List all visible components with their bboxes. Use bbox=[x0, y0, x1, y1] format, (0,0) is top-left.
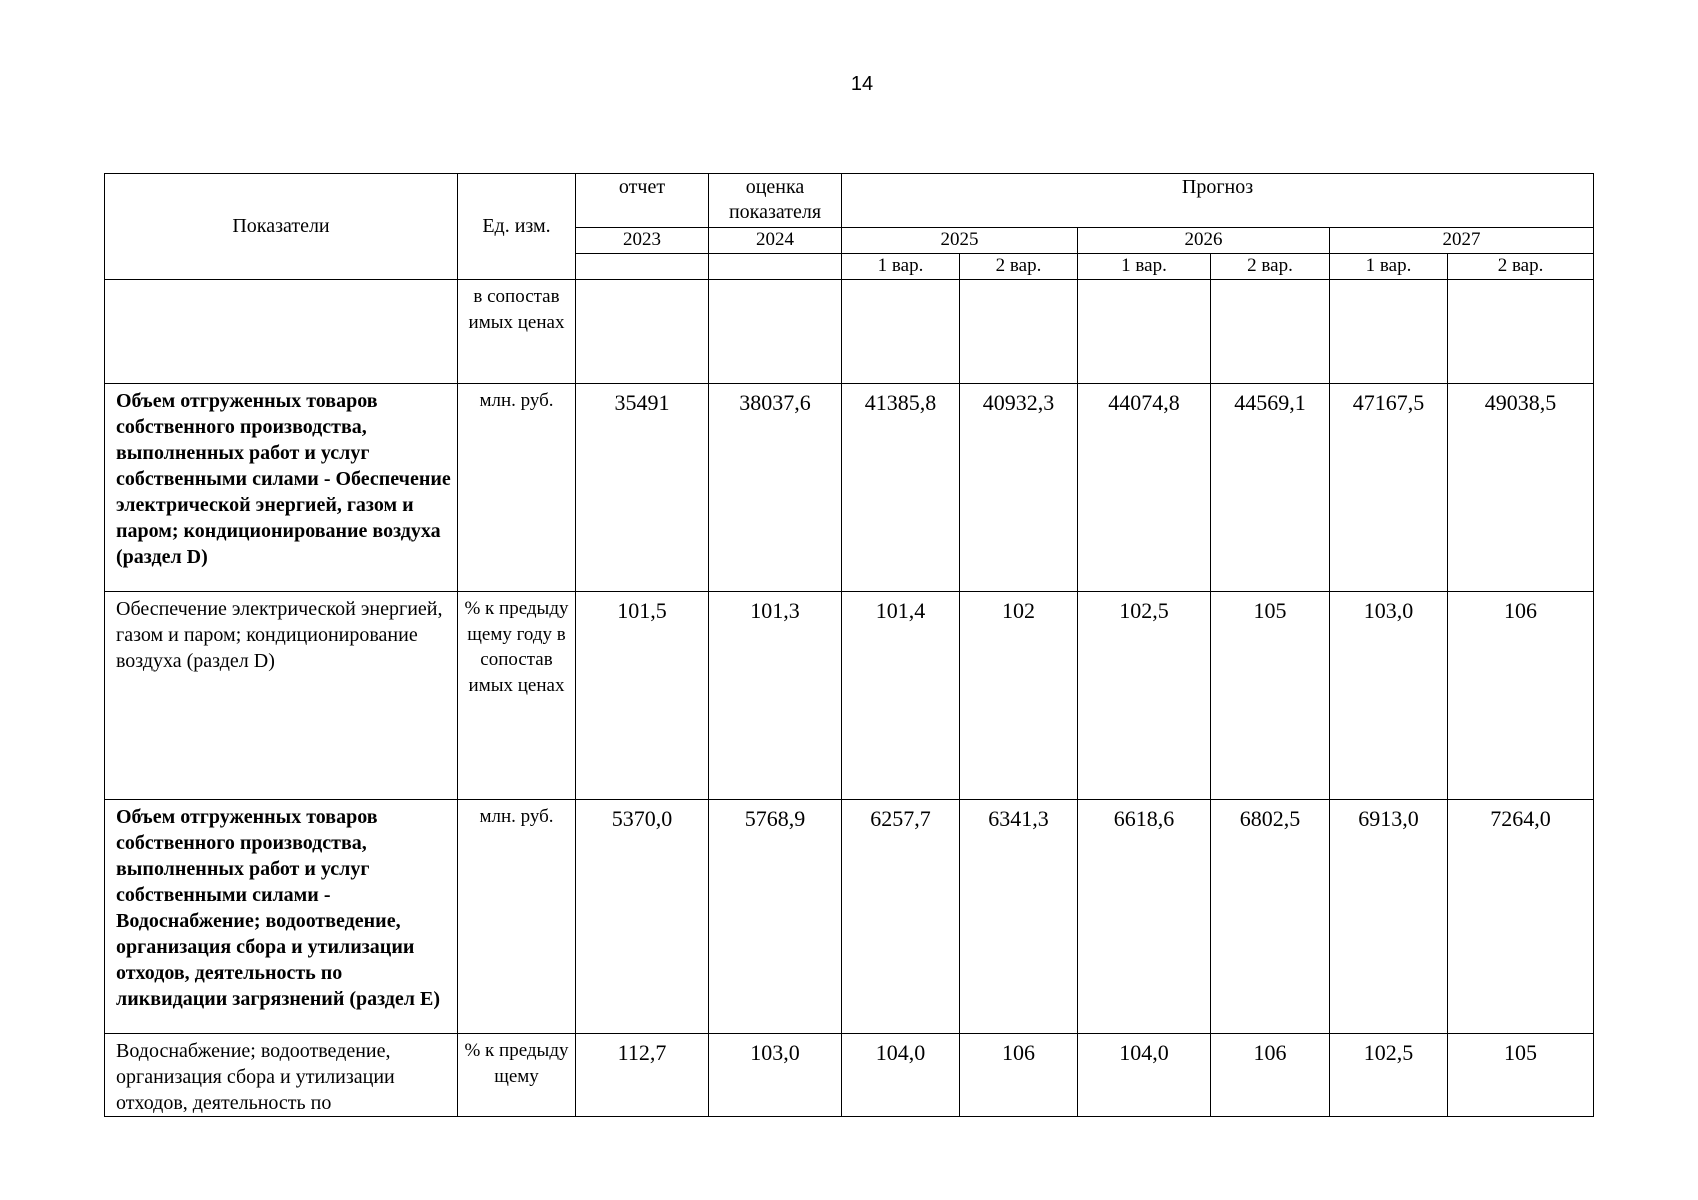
indicator-cell: Объем отгруженных товаров собственного производства, выполненных работ и услуг собственными силами - Водоснабжение; водоотведение, организация сбора и утилизации отходов, деятельность по ликвидации загрязнений (раздел E) bbox=[105, 800, 458, 1034]
variant-1-2027: 1 вар. bbox=[1330, 254, 1448, 280]
indicator-cell: Обеспечение электрической энергией, газом и паром; кондиционирование воздуха (раздел D) bbox=[105, 592, 458, 800]
value-2027-v1: 6913,0 bbox=[1330, 800, 1448, 1034]
unit-cell: % к предыду щему году в сопостав имых ценах bbox=[458, 592, 576, 800]
value-2026-v1: 104,0 bbox=[1078, 1034, 1211, 1117]
value-2024 bbox=[709, 280, 842, 384]
value-2026-v1: 44074,8 bbox=[1078, 384, 1211, 592]
indicator-cell: Водоснабжение; водоотведение, организация сбора и утилизации отходов, деятельность по bbox=[105, 1034, 458, 1117]
unit-cell: млн. руб. bbox=[458, 384, 576, 592]
forecast-table bbox=[104, 173, 1594, 1117]
indicator-cell: Объем отгруженных товаров собственного производства, выполненных работ и услуг собственными силами - Обеспечение электрической энергией, газом и паром; кондиционирование воздуха (раздел D) bbox=[105, 384, 458, 592]
value-2026-v1: 102,5 bbox=[1078, 592, 1211, 800]
year-2025: 2025 bbox=[842, 228, 1078, 254]
value-2026-v2: 6802,5 bbox=[1211, 800, 1330, 1034]
page-number: 14 bbox=[850, 73, 874, 95]
value-2025-v2: 40932,3 bbox=[960, 384, 1078, 592]
value-2023: 112,7 bbox=[576, 1034, 709, 1117]
value-2027-v2: 106 bbox=[1448, 592, 1594, 800]
value-2025-v2 bbox=[960, 280, 1078, 384]
indicator-cell bbox=[105, 280, 458, 384]
value-2025-v2: 102 bbox=[960, 592, 1078, 800]
value-2023: 101,5 bbox=[576, 592, 709, 800]
value-2027-v1: 103,0 bbox=[1330, 592, 1448, 800]
header-empty-cell bbox=[709, 254, 842, 280]
table-row bbox=[105, 592, 1594, 800]
value-2025-v1: 101,4 bbox=[842, 592, 960, 800]
value-2025-v1: 6257,7 bbox=[842, 800, 960, 1034]
value-2024: 101,3 bbox=[709, 592, 842, 800]
value-2027-v1: 47167,5 bbox=[1330, 384, 1448, 592]
value-2027-v1: 102,5 bbox=[1330, 1034, 1448, 1117]
value-2026-v2 bbox=[1211, 280, 1330, 384]
value-2024: 103,0 bbox=[709, 1034, 842, 1117]
header-forecast: Прогноз bbox=[842, 174, 1594, 228]
header-indicators: Показатели bbox=[105, 174, 458, 280]
value-2025-v2: 106 bbox=[960, 1034, 1078, 1117]
value-2025-v1: 104,0 bbox=[842, 1034, 960, 1117]
value-2023: 5370,0 bbox=[576, 800, 709, 1034]
table-row bbox=[105, 1034, 1594, 1117]
year-2023: 2023 bbox=[576, 228, 709, 254]
value-2027-v2: 105 bbox=[1448, 1034, 1594, 1117]
variant-1-2025: 1 вар. bbox=[842, 254, 960, 280]
value-2026-v2: 44569,1 bbox=[1211, 384, 1330, 592]
value-2027-v2 bbox=[1448, 280, 1594, 384]
value-2025-v2: 6341,3 bbox=[960, 800, 1078, 1034]
value-2023 bbox=[576, 280, 709, 384]
value-2027-v2: 49038,5 bbox=[1448, 384, 1594, 592]
header-unit: Ед. изм. bbox=[458, 174, 576, 280]
value-2026-v2: 106 bbox=[1211, 1034, 1330, 1117]
header-estimate: оценка показателя bbox=[709, 174, 842, 228]
value-2025-v1 bbox=[842, 280, 960, 384]
unit-cell: в сопостав имых ценах bbox=[458, 280, 576, 384]
year-2026: 2026 bbox=[1078, 228, 1330, 254]
variant-1-2026: 1 вар. bbox=[1078, 254, 1211, 280]
table-row bbox=[105, 280, 1594, 384]
value-2027-v1 bbox=[1330, 280, 1448, 384]
variant-2-2027: 2 вар. bbox=[1448, 254, 1594, 280]
value-2026-v1: 6618,6 bbox=[1078, 800, 1211, 1034]
value-2024: 38037,6 bbox=[709, 384, 842, 592]
header-report: отчет bbox=[576, 174, 709, 228]
table-row bbox=[105, 384, 1594, 592]
value-2025-v1: 41385,8 bbox=[842, 384, 960, 592]
value-2024: 5768,9 bbox=[709, 800, 842, 1034]
value-2026-v1 bbox=[1078, 280, 1211, 384]
value-2027-v2: 7264,0 bbox=[1448, 800, 1594, 1034]
value-2026-v2: 105 bbox=[1211, 592, 1330, 800]
variant-2-2025: 2 вар. bbox=[960, 254, 1078, 280]
unit-cell: % к предыду щему bbox=[458, 1034, 576, 1117]
header-empty-cell bbox=[576, 254, 709, 280]
year-2027: 2027 bbox=[1330, 228, 1594, 254]
value-2023: 35491 bbox=[576, 384, 709, 592]
table-row bbox=[105, 800, 1594, 1034]
year-2024: 2024 bbox=[709, 228, 842, 254]
variant-2-2026: 2 вар. bbox=[1211, 254, 1330, 280]
unit-cell: млн. руб. bbox=[458, 800, 576, 1034]
